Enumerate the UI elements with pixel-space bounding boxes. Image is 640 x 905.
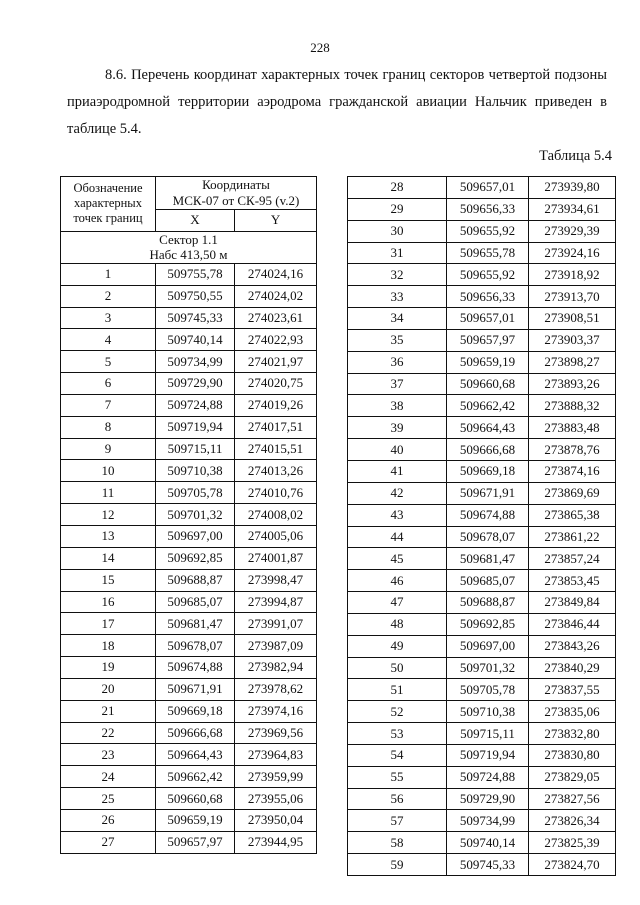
table-row bbox=[348, 177, 616, 199]
point-number-cell: 55 bbox=[348, 766, 447, 788]
y-coordinate-cell: 274017,51 bbox=[235, 416, 317, 438]
point-number-cell: 47 bbox=[348, 592, 447, 614]
table-row bbox=[348, 460, 616, 482]
point-number-cell: 58 bbox=[348, 832, 447, 854]
table-row bbox=[61, 460, 317, 482]
point-number-cell: 43 bbox=[348, 504, 447, 526]
point-number-cell: 6 bbox=[61, 373, 156, 395]
table-row bbox=[61, 285, 317, 307]
table-row bbox=[348, 504, 616, 526]
point-number-cell: 38 bbox=[348, 395, 447, 417]
sector-label-cell bbox=[61, 231, 317, 263]
table-row bbox=[348, 723, 616, 745]
table-row bbox=[348, 701, 616, 723]
point-number-cell: 3 bbox=[61, 307, 156, 329]
point-number-cell: 39 bbox=[348, 417, 447, 439]
x-coordinate-cell: 509745,33 bbox=[447, 854, 529, 876]
table-row bbox=[61, 569, 317, 591]
point-number-cell: 8 bbox=[61, 416, 156, 438]
table-row bbox=[348, 635, 616, 657]
x-coordinate-cell: 509657,97 bbox=[156, 831, 235, 853]
y-coordinate-cell: 274021,97 bbox=[235, 351, 317, 373]
point-number-cell: 5 bbox=[61, 351, 156, 373]
y-coordinate-cell: 273832,80 bbox=[529, 723, 616, 745]
table-row bbox=[348, 308, 616, 330]
y-coordinate-cell: 273824,70 bbox=[529, 854, 616, 876]
y-coordinate-cell: 273978,62 bbox=[235, 678, 317, 700]
coordinates-header bbox=[156, 177, 317, 210]
y-coordinate-cell: 273878,76 bbox=[529, 439, 616, 461]
x-coordinate-cell: 509688,87 bbox=[156, 569, 235, 591]
table-row bbox=[61, 504, 317, 526]
table-row bbox=[61, 744, 317, 766]
x-coordinate-cell: 509671,91 bbox=[156, 678, 235, 700]
y-coordinate-cell: 273998,47 bbox=[235, 569, 317, 591]
point-number-cell: 57 bbox=[348, 810, 447, 832]
x-coordinate-cell: 509755,78 bbox=[156, 263, 235, 285]
x-coordinate-cell: 509678,07 bbox=[156, 635, 235, 657]
point-number-cell: 29 bbox=[348, 198, 447, 220]
table-row bbox=[348, 788, 616, 810]
intro-paragraph: 8.6. Перечень координат характерных точек границ секторов четвертой подзоны приаэродромной территории аэродрома гражданской авиации Нальчик приведен в таблице 5.4. bbox=[67, 67, 607, 137]
y-coordinate-cell: 273955,06 bbox=[235, 788, 317, 810]
table-row bbox=[348, 286, 616, 308]
y-coordinate-cell: 274013,26 bbox=[235, 460, 317, 482]
x-coordinate-cell: 509692,85 bbox=[447, 613, 529, 635]
x-coordinate-cell: 509729,90 bbox=[156, 373, 235, 395]
x-coordinate-cell: 509705,78 bbox=[156, 482, 235, 504]
x-coordinate-cell: 509697,00 bbox=[447, 635, 529, 657]
table-row bbox=[348, 351, 616, 373]
table-row bbox=[348, 854, 616, 876]
table-row bbox=[348, 198, 616, 220]
table-row bbox=[348, 548, 616, 570]
x-coordinate-cell: 509715,11 bbox=[447, 723, 529, 745]
x-coordinate-cell: 509681,47 bbox=[447, 548, 529, 570]
y-coordinate-cell: 273865,38 bbox=[529, 504, 616, 526]
y-coordinate-cell: 273874,16 bbox=[529, 460, 616, 482]
x-coordinate-cell: 509656,33 bbox=[447, 198, 529, 220]
point-number-cell: 54 bbox=[348, 744, 447, 766]
point-number-cell: 17 bbox=[61, 613, 156, 635]
point-number-cell: 46 bbox=[348, 570, 447, 592]
x-coordinate-cell: 509719,94 bbox=[447, 744, 529, 766]
point-number-cell: 23 bbox=[61, 744, 156, 766]
table-row bbox=[61, 766, 317, 788]
point-number-cell: 24 bbox=[61, 766, 156, 788]
point-number-cell: 13 bbox=[61, 525, 156, 547]
x-coordinate-cell: 509660,68 bbox=[447, 373, 529, 395]
x-coordinate-cell: 509740,14 bbox=[156, 329, 235, 351]
x-coordinate-cell: 509688,87 bbox=[447, 592, 529, 614]
point-number-cell: 16 bbox=[61, 591, 156, 613]
x-coordinate-cell: 509656,33 bbox=[447, 286, 529, 308]
y-coordinate-cell: 274024,16 bbox=[235, 263, 317, 285]
x-coordinate-cell: 509657,01 bbox=[447, 308, 529, 330]
y-coordinate-cell: 273888,32 bbox=[529, 395, 616, 417]
table-row bbox=[61, 525, 317, 547]
y-coordinate-cell: 274008,02 bbox=[235, 504, 317, 526]
table-row bbox=[61, 700, 317, 722]
point-number-cell: 49 bbox=[348, 635, 447, 657]
x-coordinate-cell: 509734,99 bbox=[447, 810, 529, 832]
point-number-cell: 18 bbox=[61, 635, 156, 657]
x-coordinate-cell: 509674,88 bbox=[156, 657, 235, 679]
y-coordinate-cell: 273934,61 bbox=[529, 198, 616, 220]
table-row bbox=[61, 416, 317, 438]
point-number-cell: 40 bbox=[348, 439, 447, 461]
point-number-cell: 42 bbox=[348, 482, 447, 504]
designation-header-line: характерных bbox=[74, 196, 142, 211]
y-coordinate-cell: 273987,09 bbox=[235, 635, 317, 657]
point-number-cell: 4 bbox=[61, 329, 156, 351]
point-number-cell: 50 bbox=[348, 657, 447, 679]
table-row bbox=[348, 744, 616, 766]
point-number-cell: 31 bbox=[348, 242, 447, 264]
table-row bbox=[61, 809, 317, 831]
designation-header-line: точек границ bbox=[73, 211, 143, 226]
y-coordinate-cell: 273853,45 bbox=[529, 570, 616, 592]
sector-height: Набс 413,50 м bbox=[149, 247, 228, 263]
point-number-cell: 27 bbox=[61, 831, 156, 853]
table-row bbox=[61, 613, 317, 635]
y-coordinate-cell: 273974,16 bbox=[235, 700, 317, 722]
point-number-cell: 15 bbox=[61, 569, 156, 591]
coordinates-table-right bbox=[347, 176, 616, 876]
x-coordinate-cell: 509657,97 bbox=[447, 329, 529, 351]
table-row bbox=[348, 329, 616, 351]
y-coordinate-cell: 273883,48 bbox=[529, 417, 616, 439]
y-coordinate-cell: 273969,56 bbox=[235, 722, 317, 744]
x-coordinate-cell: 509659,19 bbox=[156, 809, 235, 831]
point-number-cell: 32 bbox=[348, 264, 447, 286]
point-number-cell: 36 bbox=[348, 351, 447, 373]
y-coordinate-cell: 274010,76 bbox=[235, 482, 317, 504]
point-number-cell: 53 bbox=[348, 723, 447, 745]
y-coordinate-cell: 273908,51 bbox=[529, 308, 616, 330]
table-row bbox=[348, 613, 616, 635]
x-coordinate-cell: 509719,94 bbox=[156, 416, 235, 438]
y-coordinate-cell: 273994,87 bbox=[235, 591, 317, 613]
x-coordinate-cell: 509685,07 bbox=[156, 591, 235, 613]
x-coordinate-cell: 509662,42 bbox=[447, 395, 529, 417]
x-coordinate-cell: 509692,85 bbox=[156, 547, 235, 569]
x-coordinate-cell: 509724,88 bbox=[156, 394, 235, 416]
x-coordinate-cell: 509701,32 bbox=[447, 657, 529, 679]
point-number-cell: 45 bbox=[348, 548, 447, 570]
x-coordinate-cell: 509750,55 bbox=[156, 285, 235, 307]
coordinates-header-line: МСК-07 от СК-95 (v.2) bbox=[172, 193, 300, 208]
point-number-cell: 11 bbox=[61, 482, 156, 504]
table-row bbox=[348, 220, 616, 242]
table-row bbox=[61, 635, 317, 657]
y-coordinate-cell: 273898,27 bbox=[529, 351, 616, 373]
x-coordinate-cell: 509669,18 bbox=[447, 460, 529, 482]
y-coordinate-cell: 274015,51 bbox=[235, 438, 317, 460]
y-coordinate-cell: 274005,06 bbox=[235, 525, 317, 547]
x-coordinate-cell: 509715,11 bbox=[156, 438, 235, 460]
coordinates-table-left bbox=[60, 176, 317, 854]
table-row bbox=[348, 832, 616, 854]
table-row bbox=[348, 439, 616, 461]
point-number-cell: 41 bbox=[348, 460, 447, 482]
y-coordinate-cell: 274022,93 bbox=[235, 329, 317, 351]
y-coordinate-cell: 273829,05 bbox=[529, 766, 616, 788]
y-coordinate-cell: 273913,70 bbox=[529, 286, 616, 308]
point-number-cell: 14 bbox=[61, 547, 156, 569]
x-coordinate-cell: 509678,07 bbox=[447, 526, 529, 548]
point-number-cell: 21 bbox=[61, 700, 156, 722]
y-coordinate-cell: 273903,37 bbox=[529, 329, 616, 351]
point-number-cell: 26 bbox=[61, 809, 156, 831]
x-coordinate-cell: 509666,68 bbox=[156, 722, 235, 744]
y-coordinate-cell: 273826,34 bbox=[529, 810, 616, 832]
x-coordinate-cell: 509664,43 bbox=[156, 744, 235, 766]
table-row bbox=[348, 526, 616, 548]
y-coordinate-cell: 274020,75 bbox=[235, 373, 317, 395]
y-coordinate-cell: 273918,92 bbox=[529, 264, 616, 286]
table-row bbox=[348, 417, 616, 439]
point-number-cell: 28 bbox=[348, 177, 447, 199]
table-row bbox=[61, 788, 317, 810]
x-coordinate-cell: 509710,38 bbox=[156, 460, 235, 482]
x-coordinate-cell: 509655,92 bbox=[447, 220, 529, 242]
y-coordinate-cell: 273959,99 bbox=[235, 766, 317, 788]
point-number-cell: 37 bbox=[348, 373, 447, 395]
x-coordinate-cell: 509710,38 bbox=[447, 701, 529, 723]
point-number-cell: 56 bbox=[348, 788, 447, 810]
designation-header-line: Обозначение bbox=[73, 181, 143, 196]
y-coordinate-cell: 273843,26 bbox=[529, 635, 616, 657]
table-row bbox=[61, 438, 317, 460]
y-coordinate-cell: 274024,02 bbox=[235, 285, 317, 307]
x-coordinate-cell: 509729,90 bbox=[447, 788, 529, 810]
x-coordinate-cell: 509745,33 bbox=[156, 307, 235, 329]
point-number-cell: 30 bbox=[348, 220, 447, 242]
point-number-cell: 48 bbox=[348, 613, 447, 635]
y-coordinate-cell: 273849,84 bbox=[529, 592, 616, 614]
y-coordinate-cell: 273857,24 bbox=[529, 548, 616, 570]
table-row bbox=[348, 810, 616, 832]
point-number-cell: 51 bbox=[348, 679, 447, 701]
point-number-cell: 10 bbox=[61, 460, 156, 482]
table-row bbox=[61, 722, 317, 744]
table-row bbox=[348, 570, 616, 592]
point-number-cell: 7 bbox=[61, 394, 156, 416]
x-coordinate-cell: 509655,92 bbox=[447, 264, 529, 286]
x-coordinate-cell: 509674,88 bbox=[447, 504, 529, 526]
table-row bbox=[61, 394, 317, 416]
x-coordinate-cell: 509685,07 bbox=[447, 570, 529, 592]
sector-name: Сектор 1.1 bbox=[159, 231, 218, 247]
point-number-cell: 12 bbox=[61, 504, 156, 526]
x-coordinate-cell: 509734,99 bbox=[156, 351, 235, 373]
table-row bbox=[61, 482, 317, 504]
point-number-cell: 19 bbox=[61, 657, 156, 679]
y-coordinate-cell: 273827,56 bbox=[529, 788, 616, 810]
table-row bbox=[61, 373, 317, 395]
x-coordinate-cell: 509655,78 bbox=[447, 242, 529, 264]
table-row bbox=[348, 482, 616, 504]
x-coordinate-cell: 509662,42 bbox=[156, 766, 235, 788]
y-coordinate-cell: 274001,87 bbox=[235, 547, 317, 569]
page-number: 228 bbox=[310, 40, 330, 55]
y-coordinate-cell: 273944,95 bbox=[235, 831, 317, 853]
point-number-cell: 9 bbox=[61, 438, 156, 460]
x-coordinate-cell: 509669,18 bbox=[156, 700, 235, 722]
x-coordinate-cell: 509657,01 bbox=[447, 177, 529, 199]
table-row bbox=[61, 547, 317, 569]
y-coordinate-cell: 273964,83 bbox=[235, 744, 317, 766]
x-coordinate-cell: 509740,14 bbox=[447, 832, 529, 854]
y-coordinate-cell: 273939,80 bbox=[529, 177, 616, 199]
point-number-cell: 34 bbox=[348, 308, 447, 330]
table-row bbox=[61, 263, 317, 285]
y-coordinate-cell: 273837,55 bbox=[529, 679, 616, 701]
table-row bbox=[348, 679, 616, 701]
table-row bbox=[61, 329, 317, 351]
y-coordinate-cell: 273861,22 bbox=[529, 526, 616, 548]
point-number-cell: 33 bbox=[348, 286, 447, 308]
x-coordinate-cell: 509705,78 bbox=[447, 679, 529, 701]
y-coordinate-cell: 273929,39 bbox=[529, 220, 616, 242]
x-coordinate-cell: 509681,47 bbox=[156, 613, 235, 635]
y-coordinate-cell: 274019,26 bbox=[235, 394, 317, 416]
coordinates-header-line: Координаты bbox=[202, 177, 270, 192]
table-row bbox=[61, 351, 317, 373]
y-coordinate-cell: 274023,61 bbox=[235, 307, 317, 329]
y-coordinate-cell: 273830,80 bbox=[529, 744, 616, 766]
table-row bbox=[348, 766, 616, 788]
y-coordinate-cell: 273840,29 bbox=[529, 657, 616, 679]
x-coordinate-cell: 509724,88 bbox=[447, 766, 529, 788]
table-row bbox=[348, 657, 616, 679]
table-row bbox=[348, 242, 616, 264]
point-number-cell: 22 bbox=[61, 722, 156, 744]
y-coordinate-cell: 273950,04 bbox=[235, 809, 317, 831]
point-number-cell: 44 bbox=[348, 526, 447, 548]
point-number-cell: 35 bbox=[348, 329, 447, 351]
table-row bbox=[348, 395, 616, 417]
table-row bbox=[348, 592, 616, 614]
table-row bbox=[61, 591, 317, 613]
y-coordinate-cell: 273924,16 bbox=[529, 242, 616, 264]
table-caption: Таблица 5.4 bbox=[539, 148, 612, 164]
point-number-cell: 1 bbox=[61, 263, 156, 285]
y-coordinate-cell: 273893,26 bbox=[529, 373, 616, 395]
y-coordinate-cell: 273982,94 bbox=[235, 657, 317, 679]
table-row bbox=[348, 264, 616, 286]
table-row bbox=[61, 678, 317, 700]
x-coordinate-cell: 509659,19 bbox=[447, 351, 529, 373]
x-coordinate-cell: 509671,91 bbox=[447, 482, 529, 504]
designation-header bbox=[61, 177, 156, 232]
y-coordinate-cell: 273846,44 bbox=[529, 613, 616, 635]
column-y-header: Y bbox=[235, 210, 317, 232]
y-coordinate-cell: 273825,39 bbox=[529, 832, 616, 854]
y-coordinate-cell: 273869,69 bbox=[529, 482, 616, 504]
table-row bbox=[61, 307, 317, 329]
point-number-cell: 20 bbox=[61, 678, 156, 700]
column-x-header: X bbox=[156, 210, 235, 232]
point-number-cell: 25 bbox=[61, 788, 156, 810]
table-row bbox=[61, 657, 317, 679]
point-number-cell: 2 bbox=[61, 285, 156, 307]
x-coordinate-cell: 509660,68 bbox=[156, 788, 235, 810]
table-row bbox=[61, 831, 317, 853]
x-coordinate-cell: 509697,00 bbox=[156, 525, 235, 547]
y-coordinate-cell: 273991,07 bbox=[235, 613, 317, 635]
point-number-cell: 59 bbox=[348, 854, 447, 876]
table-row bbox=[348, 373, 616, 395]
y-coordinate-cell: 273835,06 bbox=[529, 701, 616, 723]
point-number-cell: 52 bbox=[348, 701, 447, 723]
x-coordinate-cell: 509666,68 bbox=[447, 439, 529, 461]
x-coordinate-cell: 509701,32 bbox=[156, 504, 235, 526]
x-coordinate-cell: 509664,43 bbox=[447, 417, 529, 439]
